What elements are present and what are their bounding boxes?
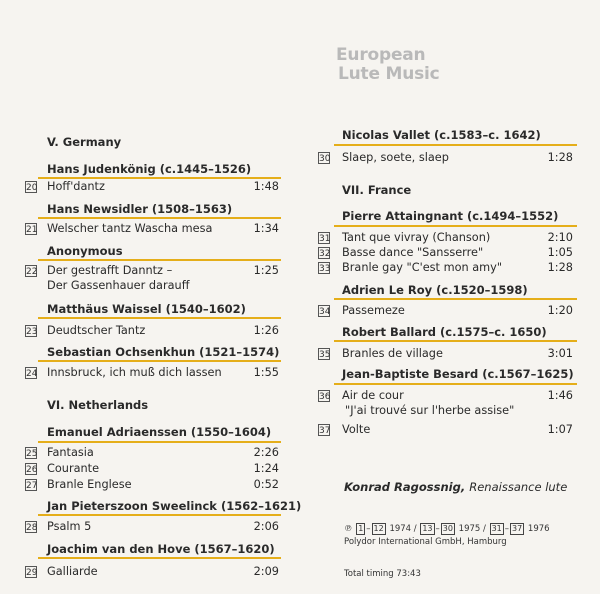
composer-rule <box>38 514 281 516</box>
track-range-box: 13 <box>422 524 433 533</box>
album-title <box>336 46 440 84</box>
track-title: Courante <box>47 462 100 475</box>
track-range-box: 30 <box>442 524 453 533</box>
track-range-box: 37 <box>512 524 523 533</box>
track-title: Innsbruck, ich muß dich lassen <box>47 366 222 379</box>
composer-heading: Pierre Attaingnant (c.1494–1552) <box>342 209 559 223</box>
track-duration: 2:06 <box>253 520 279 533</box>
composer-heading: Jan Pieterszoon Sweelinck (1562–1621) <box>47 499 302 513</box>
track-duration: 1:55 <box>253 366 279 379</box>
album-title-line1: European <box>336 45 426 65</box>
track-range-box: 31 <box>491 524 502 533</box>
track-title: Branle Englese <box>47 478 132 491</box>
composer-heading: Matthäus Waissel (1540–1602) <box>47 302 246 316</box>
track-duration: 0:52 <box>253 478 279 491</box>
composer-rule <box>38 259 281 261</box>
section-heading: VI. Netherlands <box>47 398 149 412</box>
track-number: 30 <box>319 154 331 164</box>
track-duration: 1:46 <box>547 389 573 402</box>
section-heading: V. Germany <box>47 135 122 149</box>
composer-heading: Emanuel Adriaenssen (1550–1604) <box>47 425 272 439</box>
composer-rule <box>334 144 577 146</box>
performer-role: Renaissance lute <box>469 480 568 494</box>
track-title: Basse dance "Sansserre" <box>342 246 484 259</box>
composer-rule <box>38 317 281 319</box>
performer-credit <box>344 480 567 494</box>
composer-heading: Jean-Baptiste Besard (c.1567–1625) <box>342 367 574 381</box>
track-duration: 1:28 <box>547 261 573 274</box>
track-number: 34 <box>319 307 331 317</box>
track-number: 26 <box>26 465 38 475</box>
track-number: 32 <box>319 249 331 259</box>
track-title: Branles de village <box>342 347 443 360</box>
track-range-box: 1 <box>358 524 364 533</box>
copyright-year: 1976 <box>527 524 550 534</box>
track-duration: 1:20 <box>547 304 573 317</box>
track-duration: 2:09 <box>253 565 279 578</box>
track-duration: 1:26 <box>253 324 279 337</box>
track-range-box: 12 <box>373 524 384 533</box>
composer-heading: Sebastian Ochsenkhun (1521–1574) <box>47 345 280 359</box>
track-title: Hoff'dantz <box>47 180 105 193</box>
track-title: Deudtscher Tantz <box>47 324 146 337</box>
track-duration: 1:28 <box>547 151 573 164</box>
album-title-line2: Lute Music <box>338 64 440 84</box>
track-number: 24 <box>26 369 38 379</box>
composer-rule <box>334 340 577 342</box>
track-number: 25 <box>26 449 38 459</box>
track-number: 23 <box>26 327 38 337</box>
track-title: Fantasia <box>47 446 94 459</box>
track-title: Welscher tantz Wascha mesa <box>47 222 213 235</box>
performer-name: Konrad Ragossnig, <box>344 480 466 494</box>
track-number: 36 <box>319 392 331 402</box>
composer-rule <box>334 298 577 300</box>
composer-heading: Joachim van den Hove (1567–1620) <box>47 542 275 556</box>
track-duration: 1:48 <box>253 180 279 193</box>
track-title: Branle gay "C'est mon amy" <box>342 261 503 274</box>
section-heading: VII. France <box>342 183 412 197</box>
composer-rule <box>38 557 281 559</box>
track-title: Der gestrafft Danntz – <box>47 264 173 277</box>
track-number: 29 <box>26 568 38 578</box>
track-number: 33 <box>319 264 331 274</box>
track-number: 22 <box>26 267 38 277</box>
composer-heading: Nicolas Vallet (c.1583–c. 1642) <box>342 128 541 142</box>
track-title: Psalm 5 <box>47 520 92 533</box>
track-title: Galliarde <box>47 565 98 578</box>
track-title-continued: Der Gassenhauer darauff <box>47 279 190 292</box>
copyright-line: ℗ 1 – 12 1974 / 13 – 30 1975 / 31 – 37 1976 <box>344 524 550 534</box>
composer-heading: Robert Ballard (c.1575–c. 1650) <box>342 325 547 339</box>
track-duration: 3:01 <box>547 347 573 360</box>
composer-rule <box>38 360 281 362</box>
track-number: 21 <box>26 225 38 235</box>
track-title: Air de cour <box>342 389 404 402</box>
composer-rule <box>38 177 281 179</box>
track-duration: 2:10 <box>547 231 573 244</box>
track-number: 31 <box>319 234 331 244</box>
copyright-year: 1975 / <box>458 524 486 534</box>
track-duration: 2:26 <box>253 446 279 459</box>
composer-heading: Adrien Le Roy (c.1520–1598) <box>342 283 528 297</box>
track-title: Slaep, soete, slaep <box>342 151 449 164</box>
track-title: Tant que vivray (Chanson) <box>342 231 491 244</box>
track-title: Passemeze <box>342 304 405 317</box>
track-duration: 1:34 <box>253 222 279 235</box>
composer-rule <box>38 217 281 219</box>
composer-heading: Hans Newsidler (1508–1563) <box>47 202 233 216</box>
track-number: 27 <box>26 481 38 491</box>
total-timing: Total timing 73:43 <box>344 569 421 579</box>
composer-heading: Anonymous <box>47 244 123 258</box>
composer-rule <box>38 441 281 443</box>
track-number: 28 <box>26 523 38 533</box>
track-number: 35 <box>319 350 331 360</box>
track-number: 20 <box>26 183 38 193</box>
composer-rule <box>334 383 577 385</box>
track-duration: 1:07 <box>547 423 573 436</box>
composer-rule <box>334 225 577 227</box>
track-number: 37 <box>319 426 331 436</box>
track-title-continued: "J'ai trouvé sur l'herbe assise" <box>345 404 515 417</box>
composer-heading: Hans Judenkönig (c.1445–1526) <box>47 162 252 176</box>
track-title: Volte <box>342 423 371 436</box>
copyright-year: 1974 / <box>389 524 417 534</box>
track-duration: 1:25 <box>253 264 279 277</box>
phonogram-symbol: ℗ <box>344 524 353 534</box>
track-duration: 1:05 <box>547 246 573 259</box>
track-duration: 1:24 <box>253 462 279 475</box>
copyright-holder: Polydor International GmbH, Hamburg <box>344 537 507 547</box>
